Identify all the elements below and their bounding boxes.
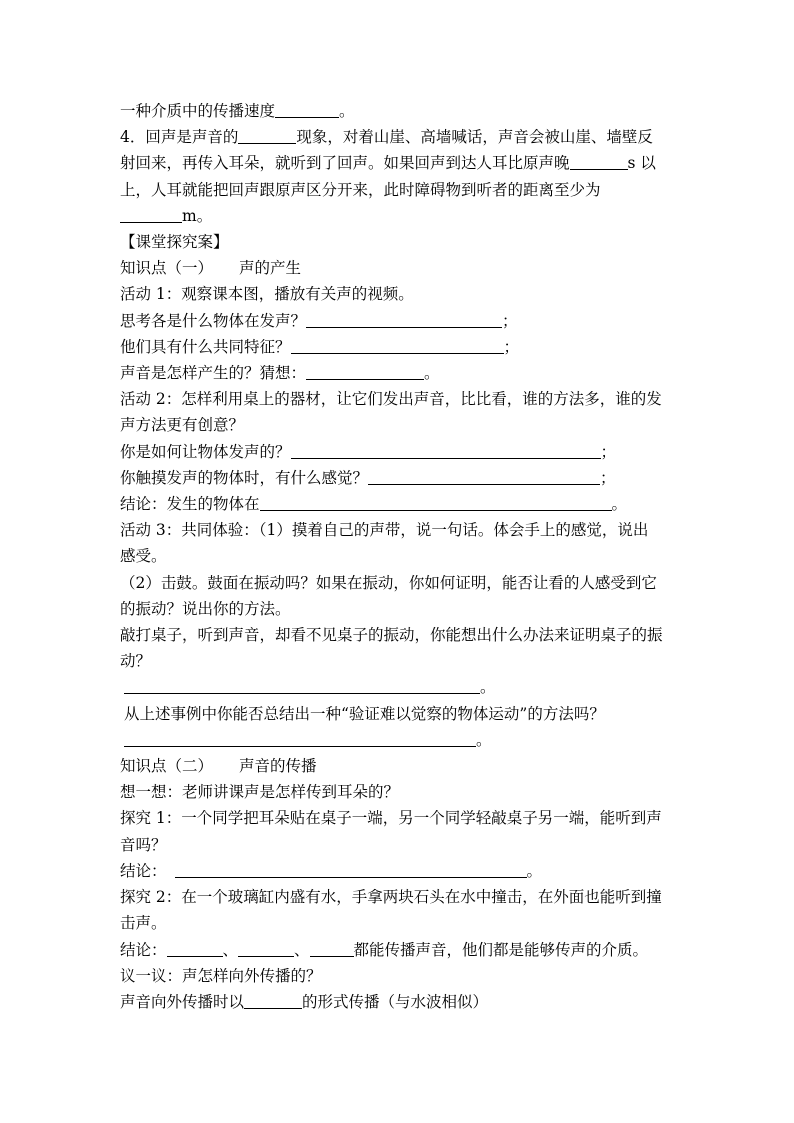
text: ；	[503, 337, 520, 356]
text: 思考各是什么物体在发声？	[120, 311, 307, 330]
answer-blank[interactable]	[120, 208, 182, 223]
text-line	[120, 439, 680, 465]
text-line: 音吗？	[120, 835, 167, 854]
text-line: 动？	[120, 652, 152, 671]
answer-blank[interactable]	[244, 994, 302, 1009]
text-line: 议一议：声怎样向外传播的？	[120, 966, 322, 985]
answer-blank[interactable]	[291, 339, 504, 354]
text: 你触摸发声的物体时，有什么感觉？	[120, 468, 369, 487]
text-line: 探究 2：在一个玻璃缸内盛有水，手拿两块石头在水中撞击，在外面也能听到撞	[120, 888, 662, 907]
text-line	[120, 308, 680, 334]
answer-blank[interactable]	[238, 942, 294, 957]
text-line: 的振动？说出你的方法。	[120, 599, 291, 618]
answer-blank[interactable]	[306, 365, 424, 380]
text-line	[120, 98, 680, 124]
text: ；	[600, 442, 617, 461]
text-line	[120, 150, 680, 176]
text-line	[120, 334, 680, 360]
text: 他们具有什么共同特征？	[120, 337, 291, 356]
text: 、	[294, 940, 310, 959]
text-line	[120, 465, 680, 491]
text: 的形式传播（与水波相似）	[302, 992, 489, 1011]
text: 结论：	[120, 940, 167, 959]
answer-blank[interactable]	[238, 129, 296, 144]
answer-blank[interactable]	[570, 155, 628, 170]
topic-heading	[120, 753, 680, 779]
text-line: 探究 1：一个同学把耳朵贴在桌子一端，另一个同学轻敲桌子另一端，能听到声	[120, 809, 662, 828]
text: 4．回声是声音的	[120, 128, 239, 147]
text-line: 想一想：老师讲课声是怎样传到耳朵的？	[120, 783, 400, 802]
text: 。	[339, 102, 355, 120]
text: 。	[480, 678, 496, 697]
answer-blank[interactable]	[291, 444, 601, 459]
text: 。	[476, 730, 492, 749]
text: 、	[222, 940, 239, 959]
text-line: 上，人耳就能把回声跟原声区分开来，此时障碍物到听者的距离至少为	[120, 180, 601, 199]
text-line	[120, 360, 680, 386]
text: m。	[182, 206, 213, 225]
text: 。	[424, 364, 440, 383]
answer-blank[interactable]	[368, 470, 600, 485]
text: 声音向外传播时以	[120, 992, 245, 1011]
text-line: 敲打桌子，听到声音，却看不见桌子的振动，你能想出什么办法来证明桌子的振	[120, 626, 663, 645]
text: 都能传播声音，他们都是能够传声的介质。	[353, 940, 649, 959]
answer-blank[interactable]	[306, 313, 502, 328]
text: 射回来，再传入耳朵，就听到了回声。如果回声到达人耳比原声晚	[120, 154, 570, 173]
text-line	[120, 937, 680, 963]
text-line	[120, 989, 680, 1015]
text: 知识点（一）	[120, 259, 214, 278]
section-heading: 【课堂探究案】	[120, 233, 229, 252]
worksheet-body	[120, 98, 680, 1015]
text: 。	[526, 861, 543, 880]
text-line	[120, 858, 680, 884]
text-line: 击声。	[120, 914, 167, 933]
text: s 以	[627, 154, 656, 173]
text: 声音的传播	[239, 757, 317, 776]
text-line: 活动 3：共同体验：（1）摸着自己的声带，说一句话。体会手上的感觉，说出	[120, 521, 649, 540]
answer-blank[interactable]	[124, 679, 480, 694]
text-line: 感受。	[120, 547, 167, 566]
text-line	[120, 491, 680, 517]
text-line	[120, 727, 680, 753]
text-line: 声方法更有创意？	[120, 416, 245, 435]
text: ；	[502, 311, 518, 330]
text-line	[120, 124, 680, 150]
text-line	[120, 203, 680, 229]
answer-blank[interactable]	[275, 103, 339, 118]
answer-blank[interactable]	[175, 863, 527, 878]
text: 。	[611, 495, 628, 514]
text: 结论：发生的物体在	[120, 495, 260, 514]
text: 声的产生	[239, 259, 302, 278]
text-line: 从上述事例中你能否总结出一种“验证难以觉察的物体运动”的方法吗？	[124, 704, 605, 723]
text: 一种介质中的传播速度	[120, 102, 276, 120]
text: 声音是怎样产生的？猜想：	[120, 364, 307, 383]
answer-blank[interactable]	[310, 942, 354, 957]
text: 你是如何让物体发声的？	[120, 442, 291, 461]
text-line: 活动 1：观察课本图，播放有关声的视频。	[120, 285, 414, 304]
text-line: 活动 2：怎样利用桌上的器材，让它们发出声音，比比看，谁的方法多，谁的发	[120, 390, 662, 409]
text-line: （2）击鼓。鼓面在振动吗？如果在振动，你如何证明，能否让看的人感受到它	[120, 573, 657, 592]
topic-heading	[120, 255, 680, 281]
answer-blank[interactable]	[260, 496, 612, 511]
text: 知识点（二）	[120, 757, 214, 776]
text: 现象，对着山崖、高墙喊话，声音会被山崖、墙壁反	[296, 128, 653, 147]
text-line	[120, 674, 680, 700]
text: 结论：	[120, 861, 167, 880]
answer-blank[interactable]	[124, 732, 476, 747]
text: ；	[600, 468, 616, 487]
answer-blank[interactable]	[167, 942, 223, 957]
